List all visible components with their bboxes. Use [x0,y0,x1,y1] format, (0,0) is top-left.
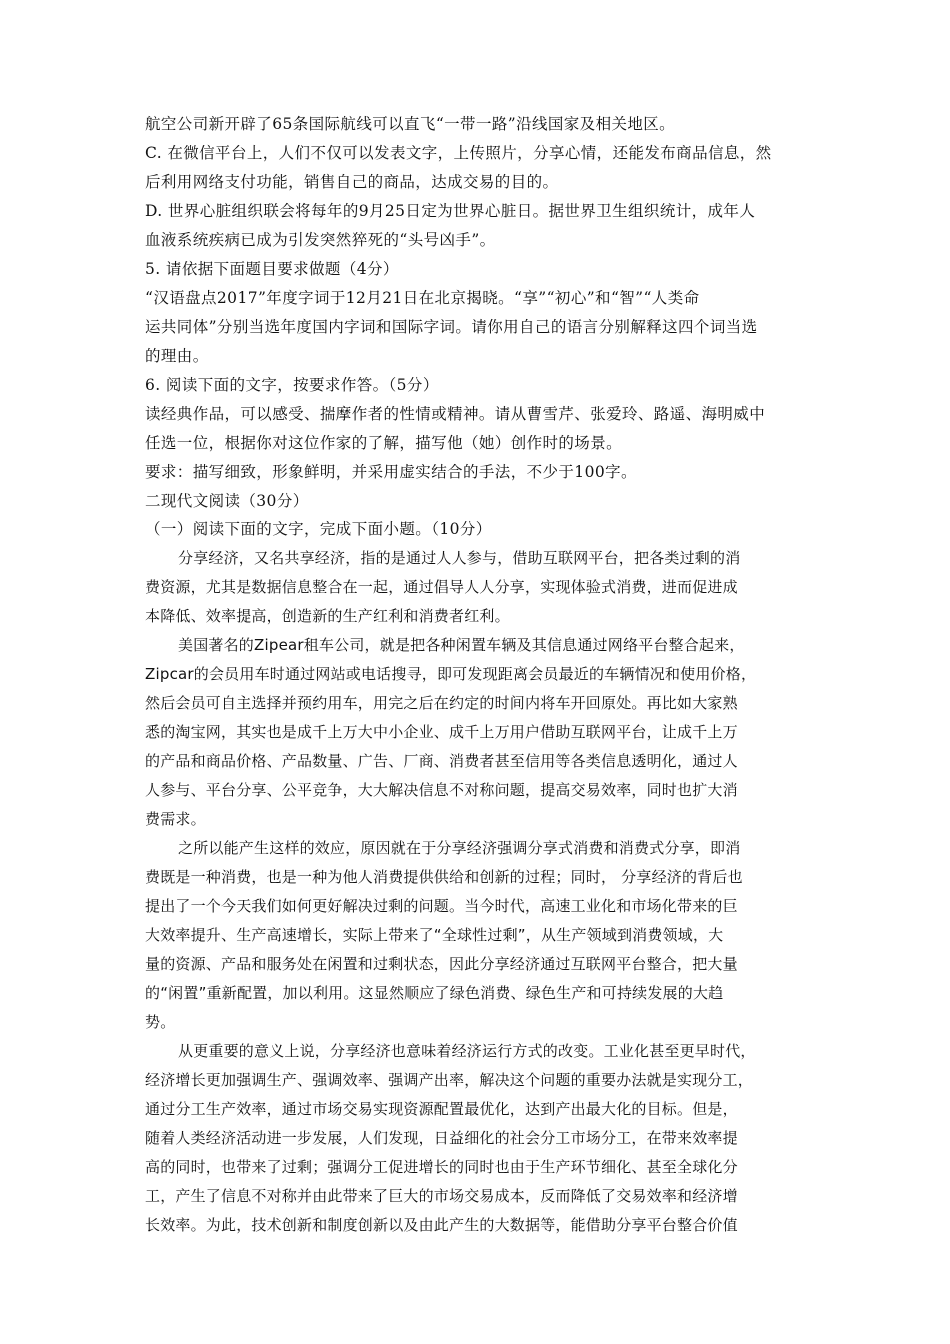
passage-line: 随着人类经济活动进一步发展，人们发现，日益细化的社会分工市场分工，在带来效率提 [145,1129,738,1147]
passage-line: 经济增长更加强调生产、强调效率、强调产出率，解决这个问题的重要办法就是实现分工， [145,1071,754,1089]
passage-line: Zipcar的会员用车时通过网站或电话搜寻，即可发现距离会员最近的车辆情况和使用价格， [145,665,757,683]
text-line: D. 世界心脏组织联会将每年的9月25日定为世界心脏日。据世界卫生组织统计，成年人 [145,202,756,220]
text-line: 运共同体”分别当选年度国内字词和国际字词。请你用自己的语言分别解释这四个词当选 [145,318,758,336]
passage-line: 的“闲置”重新配置，加以利用。这显然顺应了绿色消费、绿色生产和可持续发展的大趋 [145,984,724,1002]
passage-line: 通过分工生产效率，通过市场交易实现资源配置最优化，达到产出最大化的目标。但是， [145,1100,738,1118]
passage-line: 悉的淘宝网，其实也是成千上万大中小企业、成千上万用户借助互联网平台，让成千上万 [145,723,738,741]
text-line: C. 在微信平台上，人们不仅可以发表文字，上传照片，分享心情，还能发布商品信息，然 [145,144,772,162]
passage-line: 费资源，尤其是数据信息整合在一起，通过倡导人人分享，实现体验式消费，进而促进成 [145,578,738,596]
text-line: “汉语盘点2017”年度字词于12月21日在北京揭晓。“享”“初心”和“智”“人类命 [145,289,700,307]
text-line: 后利用网络支付功能，销售自己的商品，达成交易的目的。 [145,173,559,191]
text-line: 的理由。 [145,347,209,365]
passage-line: 量的资源、产品和服务处在闲置和过剩状态，因此分享经济通过互联网平台整合，把大量 [145,955,738,973]
text-line: 要求：描写细致，形象鲜明，并采用虚实结合的手法，不少于100字。 [145,463,637,481]
passage-line: 然后会员可自主选择并预约用车，用完之后在约定的时间内将车开回原处。再比如大家熟 [145,694,738,712]
passage-line: 美国著名的Zipear租车公司，就是把各种闲置车辆及其信息通过网络平台整合起来， [178,636,745,654]
passage-line: 之所以能产生这样的效应，原因就在于分享经济强调分享式消费和消费式分享，即消 [178,839,741,857]
passage-line: 大效率提升、生产高速增长，实际上带来了“全球性过剩”，从生产领域到消费领域，大 [145,926,724,944]
passage-line: 从更重要的意义上说，分享经济也意味着经济运行方式的改变。工业化甚至更早时代， [178,1042,756,1060]
passage-line: 费既是一种消费，也是一种为他人消费提供供给和创新的过程；同时， 分享经济的背后也 [145,868,743,886]
passage-line: 人参与、平台分享、公平竞争，大大解决信息不对称问题，提高交易效率，同时也扩大消 [145,781,738,799]
passage-line: 费需求。 [145,810,206,828]
subsection-heading: （一）阅读下面的文字，完成下面小题。（10分） [145,520,492,538]
passage-line: 分享经济，又名共享经济，指的是通过人人参与，借助互联网平台，把各类过剩的消 [178,549,741,567]
passage-line: 工，产生了信息不对称并由此带来了巨大的市场交易成本，反而降低了交易效率和经济增 [145,1187,738,1205]
question-5-heading: 5. 请依据下面题目要求做题（4分） [145,260,399,278]
passage-line: 长效率。为此，技术创新和制度创新以及由此产生的大数据等，能借助分享平台整合价值 [145,1216,738,1234]
text-line: 血液系统疾病已成为引发突然猝死的“头号凶手”。 [145,231,496,249]
passage-line: 本降低、效率提高，创造新的生产红利和消费者红利。 [145,607,510,625]
section-heading: 二现代文阅读（30分） [145,492,309,510]
passage-line: 提出了一个今天我们如何更好解决过剩的问题。当今时代，高速工业化和市场化带来的巨 [145,897,738,915]
passage-line: 势。 [145,1013,176,1031]
text-line: 读经典作品，可以感受、揣摩作者的性情或精神。请从曹雪芹、张爱玲、路遥、海明威中 [145,405,766,423]
passage-line: 高的同时，也带来了过剩；强调分工促进增长的同时也由于生产环节细化、甚至全球化分 [145,1158,738,1176]
passage-line: 的产品和商品价格、产品数量、广告、厂商、消费者甚至信用等各类信息透明化，通过人 [145,752,738,770]
question-6-heading: 6. 阅读下面的文字，按要求作答。（5分） [145,376,439,394]
text-line: 航空公司新开辟了65条国际航线可以直飞“一带一路”沿线国家及相关地区。 [145,115,676,133]
text-line: 任选一位，根据你对这位作家的了解，描写他（她）创作时的场景。 [145,434,623,452]
